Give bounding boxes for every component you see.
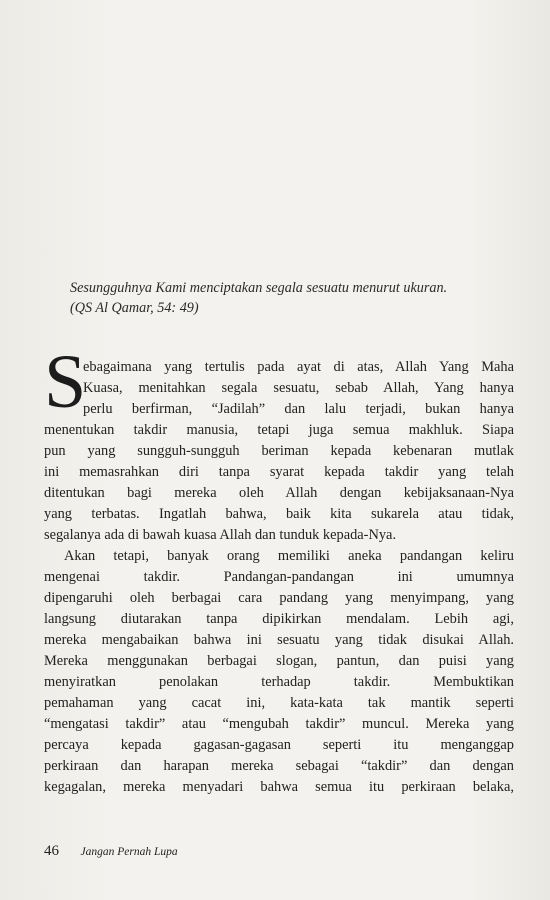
text-line: perkiraan dan harapan mereka sebagai “takdir” dan dengan <box>44 758 514 774</box>
text-line: Mereka menggunakan berbagai slogan, pantun, dan puisi yang <box>44 653 514 669</box>
text-line: Akan tetapi, banyak orang memiliki aneka pandangan keliru <box>64 548 514 564</box>
running-title: Jangan Pernah Lupa <box>80 846 178 858</box>
text-line: ebagaimana yang tertulis pada ayat di atas, Allah Yang Maha <box>83 359 514 375</box>
text-line: langsung diutarakan tanpa dipikirkan mendalam. Lebih agi, <box>44 611 514 627</box>
page-footer <box>44 843 178 860</box>
text-line: yang terbatas. Ingatlah bahwa, baik kita sukarela atau tidak, <box>44 506 514 522</box>
epigraph-text: Sesungguhnya Kami menciptakan segala sesuatu menurut ukuran. <box>70 280 448 296</box>
text-line: ini memasrahkan diri tanpa syarat kepada takdir yang telah <box>44 464 514 480</box>
text-line: menentukan takdir manusia, tetapi juga semua makhluk. Siapa <box>44 422 514 438</box>
text-line: percaya kepada gagasan-gagasan seperti itu menganggap <box>44 737 514 753</box>
page-number: 46 <box>44 843 59 859</box>
text-line: ditentukan bagi mereka oleh Allah dengan kebijaksanaan-Nya <box>44 485 514 501</box>
text-line: Kuasa, menitahkan segala sesuatu, sebab Allah, Yang hanya <box>83 380 514 396</box>
text-line: pun yang sungguh-sungguh beriman kepada kebenaran mutlak <box>44 443 514 459</box>
text-line: dipengaruhi oleh berbagai cara pandang yang menyimpang, yang <box>44 590 514 606</box>
epigraph-quote <box>70 278 530 318</box>
drop-cap-letter: S <box>44 340 87 424</box>
text-line: kegagalan, mereka menyadari bahwa semua itu perkiraan belaka, <box>44 779 514 795</box>
text-line: segalanya ada di bawah kuasa Allah dan tunduk kepada-Nya. <box>44 527 397 543</box>
body-text <box>44 357 514 798</box>
text-line: pemahaman yang cacat ini, kata-kata tak mantik seperti <box>44 695 514 711</box>
text-line: perlu berfirman, “Jadilah” dan lalu terjadi, bukan hanya <box>83 401 514 417</box>
text-line: mengenai takdir. Pandangan-pandangan ini umumnya <box>44 569 514 585</box>
text-line: mereka mengabaikan bahwa ini sesuatu yang tidak disukai Allah. <box>44 632 514 648</box>
text-line: “mengatasi takdir” atau “mengubah takdir” muncul. Mereka yang <box>44 716 514 732</box>
text-line: menyiratkan penolakan terhadap takdir. Membuktikan <box>44 674 514 690</box>
epigraph-citation: (QS Al Qamar, 54: 49) <box>70 300 199 316</box>
